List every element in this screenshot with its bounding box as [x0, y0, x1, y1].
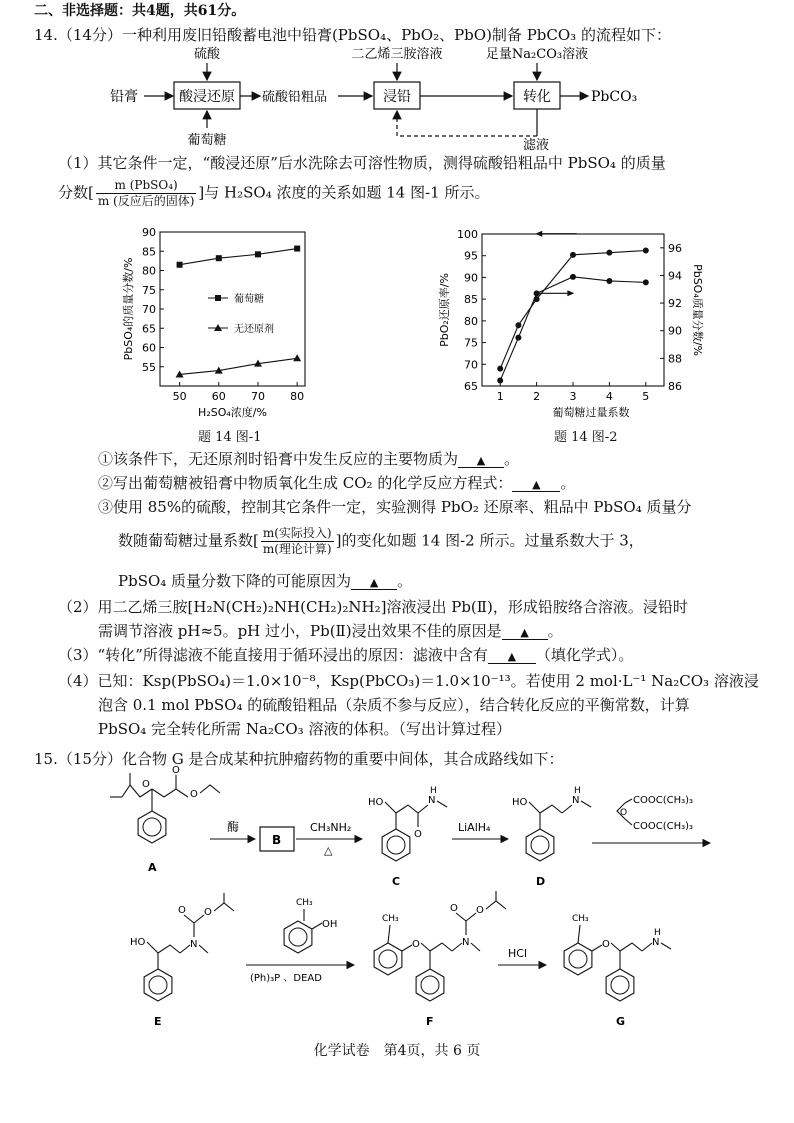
frac-den: m (反应后的固体): [97, 194, 195, 208]
mass-fraction-formula: [96, 178, 197, 209]
compound-g: [564, 914, 671, 1028]
fig2-series-line: [500, 251, 646, 369]
fig2-arrowhead-left: [535, 231, 542, 237]
fig2-ytick-label: 80: [464, 314, 478, 328]
fig2-xtick-label: 2: [533, 390, 541, 403]
fig1-caption: 题 14 图-1: [198, 430, 262, 445]
reagent-o-cresol: [284, 898, 337, 953]
fig1-ytick-label: 90: [142, 226, 156, 239]
q14-s2: [98, 472, 575, 493]
fig1-legend-marker: [215, 295, 221, 301]
flow-box-convert-label: 转化: [523, 89, 551, 105]
period: 。: [560, 474, 576, 492]
fig2-ytick-right-label: 94: [668, 269, 682, 283]
reagent-boc-anhydride: [617, 795, 693, 832]
s3b-prefix: 数随葡萄糖过量系数[: [118, 531, 259, 550]
p3-text: （3）“转化”所得滤液不能直接用于循环浸出的原因：滤液中含有: [58, 646, 488, 664]
fig2-point: [606, 250, 612, 256]
a-o2: O: [172, 765, 180, 776]
fig2-ylabel-right: PbSO₄质量分数/%: [691, 264, 704, 356]
fig2-point: [643, 248, 649, 254]
fig2-ytick-right-label: 88: [668, 352, 682, 366]
fig1-point: [255, 251, 261, 257]
label-e: E: [154, 1015, 162, 1028]
s3b-num: m(实际投入): [262, 526, 332, 540]
cresol-oh: OH: [322, 919, 338, 930]
fig2-ylabel-left: PbO₂还原率/%: [438, 273, 451, 347]
fig2-arrowhead-right: [567, 290, 574, 296]
period: 。: [504, 450, 520, 468]
fig1-xlabel: H₂SO₄浓度/%: [198, 406, 267, 419]
fig2-xtick-label: 3: [569, 390, 577, 403]
fig2-ytick-label: 100: [457, 228, 478, 241]
section-header: 二、非选择题：共4题，共61分。: [34, 3, 246, 19]
fig1-point: [293, 354, 301, 361]
f-o1: O: [450, 903, 458, 914]
answer-blank[interactable]: ▲: [458, 454, 504, 468]
g-ch3: CH₃: [572, 914, 589, 924]
c-o: O: [414, 829, 422, 840]
fig1-xtick-label: 80: [290, 390, 305, 403]
fig1-legend-label: 葡萄糖: [234, 294, 264, 305]
fig1-ytick-label: 60: [142, 341, 156, 355]
p3-tail: （填化学式）。: [535, 646, 634, 664]
flow-reagent-sulfuric: 硫酸: [193, 47, 221, 62]
frac-suffix: ]与 H₂SO₄ 浓度的关系如题 14 图-1 所示。: [198, 183, 490, 202]
fig2-ytick-label: 75: [464, 336, 478, 350]
a-o3: O: [190, 789, 198, 800]
fig1-ytick-label: 55: [142, 360, 156, 374]
fig1-ylabel: PbSO₄的质量分数/%: [122, 257, 135, 361]
fig2-point: [515, 322, 521, 328]
fig1-ytick-label: 80: [142, 264, 156, 278]
flow-box-leach-label: 浸铅: [383, 89, 411, 105]
flow-filtrate: 滤液: [523, 138, 550, 153]
fig1-point: [177, 262, 183, 268]
s3b-suffix: ]的变化如题 14 图-2 所示。过量系数大于 3，: [335, 531, 644, 550]
fig2-point: [515, 335, 521, 341]
flow-lead-paste: 铅膏: [110, 89, 138, 105]
answer-blank[interactable]: ▲: [488, 650, 536, 664]
fig1-xtick-label: 50: [172, 390, 187, 403]
fig2-point: [570, 274, 576, 280]
reagent-pph3-dead: (Ph)₃P 、DEAD: [250, 973, 322, 984]
fig2-ytick-right-label: 90: [668, 324, 682, 338]
g-n: N: [652, 937, 660, 948]
fig2-ytick-label: 85: [464, 293, 478, 307]
d-n: N: [572, 795, 580, 806]
q14-p2b: [98, 620, 563, 641]
fig2-ytick-label: 65: [464, 380, 478, 393]
period: 。: [547, 622, 563, 640]
a-o1: O: [142, 779, 150, 790]
fig2-ytick-right-label: 96: [668, 241, 682, 255]
q14-p2a: （2）用二乙烯三胺[H₂N(CH₂)₂NH(CH₂)₂NH₂]溶液浸出 Pb(Ⅱ)，形成铅胺络合溶液。浸铅时: [58, 598, 688, 616]
reagent-hcl: HCl: [508, 947, 528, 960]
q14-s3b: [118, 526, 644, 557]
reagent-lialh4: LiAlH₄: [458, 821, 491, 834]
answer-blank[interactable]: ▲: [351, 576, 397, 590]
figure-14-2: [432, 224, 702, 424]
s1-text: ①该条件下，无还原剂时铅膏中发生反应的主要物质为: [98, 450, 459, 468]
g-o-ether: O: [602, 939, 610, 950]
f-o2: O: [476, 905, 484, 916]
e-o2: O: [204, 907, 212, 918]
fig1-series-line: [180, 358, 298, 374]
reagent-ch3nh2: CH₃NH₂: [310, 821, 352, 834]
p2b-text: 需调节溶液 pH≈5。pH 过小，Pb(Ⅱ)浸出效果不佳的原因是: [98, 622, 502, 640]
reagent-boc2: COOC(CH₃)₃: [633, 821, 694, 832]
fig2-xtick-label: 5: [642, 390, 650, 403]
fig2-point: [497, 366, 503, 372]
frac-prefix: 分数[: [58, 183, 94, 202]
fig2-point: [570, 252, 576, 258]
fig2-ytick-right-label: 92: [668, 297, 682, 311]
compound-e: [130, 893, 234, 1028]
fig1-series-line: [180, 249, 298, 265]
fig1-point: [294, 246, 300, 252]
e-o1: O: [178, 905, 186, 916]
q14-s3: ③使用 85%的硫酸，控制其它条件一定，实验测得 PbO₂ 还原率、粗品中 PbSO₄ 质量分: [98, 498, 692, 516]
answer-blank[interactable]: ▲: [502, 626, 548, 640]
period: 。: [397, 572, 413, 590]
d-nh: H: [574, 786, 581, 796]
q14-p4c: PbSO₄ 完全转化所需 Na₂CO₃ 溶液的体积。（写出计算过程）: [98, 720, 511, 738]
q14-p1-line2: [58, 178, 490, 209]
e-n: N: [190, 939, 198, 950]
compound-d: [512, 786, 591, 888]
page-footer: 化学试卷 第4页，共 6 页: [313, 1043, 481, 1059]
label-c: C: [392, 875, 401, 888]
heat-symbol: △: [324, 844, 333, 857]
compound-c: [368, 786, 447, 888]
q14-intro: 14.（14分）一种利用废旧铅酸蓄电池中铅膏(PbSO₄、PbO₂、PbO)制备 PbCO₃ 的流程如下：: [34, 26, 671, 44]
label-a: A: [148, 861, 157, 874]
fig2-ytick-label: 70: [464, 358, 478, 372]
s3b-den: m(理论计算): [262, 542, 332, 556]
d-ho: HO: [512, 797, 528, 808]
label-f: F: [426, 1015, 434, 1028]
reagent-enzyme: 酶: [227, 820, 240, 834]
flow-product: PbCO₃: [591, 89, 638, 105]
fig2-point: [643, 279, 649, 285]
fig2-xtick-label: 4: [605, 390, 613, 403]
fig1-ytick-label: 70: [142, 303, 156, 316]
fig2-ytick-right-label: 86: [668, 380, 682, 393]
reagent-boc1: COOC(CH₃)₃: [633, 795, 694, 806]
c-nh: H: [430, 786, 437, 796]
cresol-ch3: CH₃: [296, 898, 313, 908]
f-ch3: CH₃: [382, 914, 399, 924]
g-nh: H: [654, 928, 661, 938]
flow-box-acid-leach-label: 酸浸还原: [179, 89, 235, 105]
frac-num: m (PbSO₄): [96, 178, 197, 194]
flow-reagent-glucose: 葡萄糖: [187, 133, 227, 148]
f-o-ether: O: [412, 939, 420, 950]
q15-synthesis-scheme: [100, 765, 740, 1055]
fig1-ytick-label: 65: [142, 322, 156, 336]
figure-14-1: [120, 224, 320, 424]
compound-b: B: [272, 833, 282, 847]
q14-flow-diagram: [110, 44, 710, 154]
q14-p4a: （4）已知：Ksp(PbSO₄)＝1.0×10⁻⁸，Ksp(PbCO₃)＝1.0×10⁻¹³。若使用 2 mol·L⁻¹ Na₂CO₃ 溶液浸: [58, 672, 759, 690]
q14-p4b: 泡含 0.1 mol PbSO₄ 的硫酸铅粗品（杂质不参与反应），结合转化反应的平衡常数，计算: [98, 696, 690, 714]
q14-p1-line1: （1）其它条件一定，“酸浸还原”后水洗除去可溶性物质，测得硫酸铅粗品中 PbSO₄ 的质量: [58, 154, 666, 172]
fig2-caption: 题 14 图-2: [554, 430, 618, 445]
fig2-ytick-label: 95: [464, 249, 478, 263]
label-g: G: [616, 1015, 626, 1028]
f-n: N: [462, 937, 470, 948]
fig2-series-line: [500, 277, 646, 381]
q14-p3: [58, 644, 633, 665]
flow-crude: 硫酸铅粗品: [262, 90, 328, 105]
fig2-point: [497, 377, 503, 383]
q14-s3c: [118, 570, 412, 591]
flow-reagent-dien: 二乙烯三胺溶液: [351, 47, 443, 62]
excess-coefficient-formula: [261, 526, 334, 557]
q15-intro: 15.（15分）化合物 G 是合成某种抗肿瘤药物的重要中间体，其合成路线如下：: [34, 750, 564, 768]
fig1-ytick-label: 75: [142, 283, 156, 297]
flow-reagent-na2co3: 足量Na₂CO₃溶液: [485, 47, 589, 62]
fig2-xlabel: 葡萄糖过量系数: [552, 406, 630, 419]
c-ho: HO: [368, 797, 384, 808]
c-n: N: [428, 795, 436, 806]
compound-a: [110, 765, 220, 874]
q14-s1: [98, 448, 519, 469]
s2-text: ②写出葡萄糖被铅膏中物质氧化生成 CO₂ 的化学反应方程式：: [98, 474, 513, 492]
fig2-point: [606, 278, 612, 284]
fig2-ytick-label: 90: [464, 271, 478, 285]
fig1-point: [216, 255, 222, 261]
fig1-xtick-label: 60: [211, 390, 226, 403]
fig2-xtick-label: 1: [496, 390, 504, 403]
boc-o: O: [620, 808, 628, 818]
label-d: D: [536, 875, 546, 888]
compound-f: [374, 891, 506, 1028]
answer-blank[interactable]: ▲: [512, 478, 560, 492]
e-ho: HO: [130, 937, 146, 948]
fig1-legend-label: 无还原剂: [234, 324, 274, 335]
fig1-xtick-label: 70: [250, 390, 265, 403]
s3c-text: PbSO₄ 质量分数下降的可能原因为: [118, 572, 352, 590]
fig1-ytick-label: 85: [142, 245, 156, 259]
fig1-plot-frame: [160, 232, 305, 386]
